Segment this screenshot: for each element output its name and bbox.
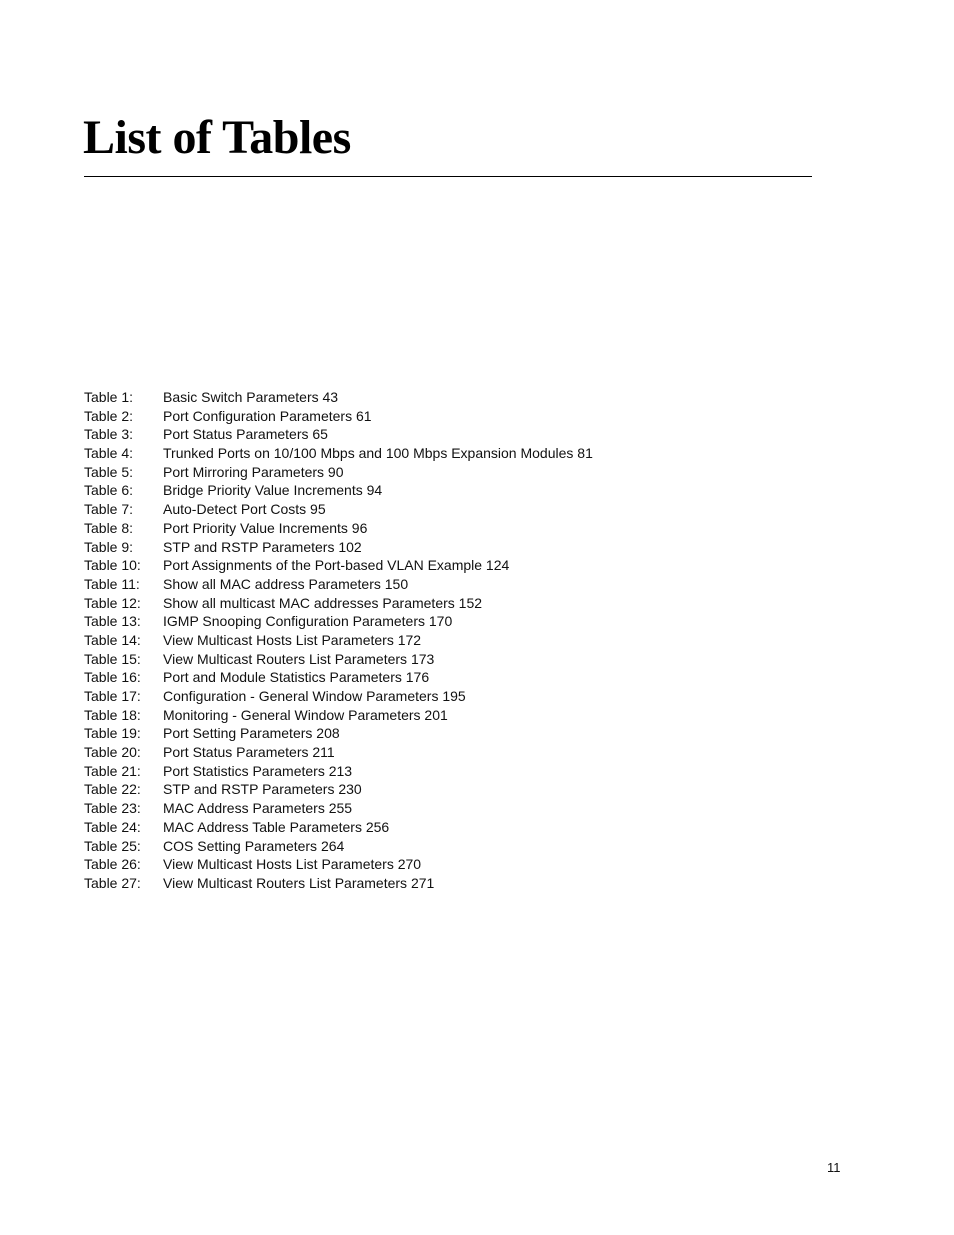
toc-entry-label: Table 27: [84,874,141,891]
toc-entry-label: Table 8: [84,519,134,536]
toc-entry-label: Table 25: [84,837,141,854]
toc-entry-title[interactable]: Port and Module Statistics Parameters 176 [163,669,430,686]
toc-entry-label: Table 21: [84,762,141,779]
toc-entry-label: Table 1: [84,389,134,405]
toc-entry[interactable] [84,388,593,407]
toc-entry-title[interactable]: View Multicast Hosts List Parameters 172 [163,631,422,648]
toc-entry[interactable] [84,650,593,669]
toc-entry[interactable] [84,799,593,818]
toc-entry-title[interactable]: View Multicast Routers List Parameters 271 [163,874,435,891]
toc-entry[interactable] [84,463,593,482]
toc-entry[interactable] [84,762,593,781]
toc-entry-label: Table 22: [84,781,141,798]
page-title: List of Tables [83,111,351,164]
toc-entry-title[interactable]: MAC Address Table Parameters 256 [163,818,390,835]
toc-entry-label: Table 24: [84,818,141,835]
toc-entry-label: Table 20: [84,744,141,761]
toc-entry-title[interactable]: Port Status Parameters 65 [163,426,328,443]
toc-entry-title[interactable]: View Multicast Routers List Parameters 173 [163,650,435,667]
toc-entry-label: Table 17: [84,688,141,704]
toc-entry-title[interactable]: Trunked Ports on 10/100 Mbps and 100 Mbps Expansion Modules 81 [163,445,593,462]
toc-entry[interactable] [84,481,593,500]
toc-entry-title[interactable]: Configuration - General Window Parameters 195 [163,688,466,704]
toc-entry-title[interactable]: MAC Address Parameters 255 [163,800,353,817]
toc-entry-label: Table 13: [84,613,141,630]
toc-entry[interactable] [84,425,593,444]
toc-entry[interactable] [84,519,593,538]
toc-entry-title[interactable]: STP and RSTP Parameters 102 [163,538,362,555]
toc-entry-title[interactable]: Bridge Priority Value Increments 94 [163,482,383,499]
toc-entry-label: Table 2: [84,407,134,424]
toc-entry-title[interactable]: Port Statistics Parameters 213 [163,762,353,779]
toc-entry-title[interactable]: Port Status Parameters 211 [163,744,335,761]
toc-entry[interactable] [84,556,593,575]
toc-entry[interactable] [84,780,593,799]
toc-entry-label: Table 23: [84,800,141,817]
toc-entry-title[interactable]: Port Priority Value Increments 96 [163,519,368,536]
toc-entry-label: Table 16: [84,669,141,686]
toc-entry[interactable] [84,612,593,631]
toc-entry-label: Table 19: [84,725,141,742]
toc-entry-label: Table 5: [84,463,134,480]
toc-entry[interactable] [84,631,593,650]
toc-entry-label: Table 6: [84,482,134,499]
toc-entry-label: Table 12: [84,594,141,611]
toc-entry[interactable] [84,724,593,743]
toc-entry-title[interactable]: STP and RSTP Parameters 230 [163,781,362,798]
toc-entry[interactable] [84,837,593,856]
toc-entry-label: Table 11: [84,575,140,592]
toc-entry[interactable] [84,500,593,519]
toc-entry-title[interactable]: Show all MAC address Parameters 150 [163,575,409,592]
toc-entry-title[interactable]: COS Setting Parameters 264 [163,837,345,854]
title-divider [84,176,812,177]
toc-entry-label: Table 4: [84,445,134,462]
toc-entry-title[interactable]: Show all multicast MAC addresses Parameters 152 [163,594,483,611]
toc-entry[interactable] [84,743,593,762]
toc-entry-title[interactable]: Port Mirroring Parameters 90 [163,463,344,480]
toc-entry-title[interactable]: View Multicast Hosts List Parameters 270 [163,856,422,873]
toc-entry[interactable] [84,818,593,837]
toc-entry-label: Table 10: [84,557,141,574]
toc-entry[interactable] [84,874,593,893]
toc-entry[interactable] [84,668,593,687]
toc-entry-title[interactable]: Basic Switch Parameters 43 [163,389,339,405]
toc-entry[interactable] [84,687,593,706]
toc-entry-title[interactable]: Auto-Detect Port Costs 95 [163,501,326,518]
toc-entry[interactable] [84,538,593,557]
toc-entry[interactable] [84,855,593,874]
toc-entry[interactable] [84,407,593,426]
toc-entry-label: Table 7: [84,501,134,518]
toc-entry[interactable] [84,575,593,594]
list-of-tables [84,388,593,893]
toc-entry[interactable] [84,444,593,463]
toc-entry-title[interactable]: Port Assignments of the Port-based VLAN Example 124 [163,557,510,574]
toc-entry-label: Table 9: [84,538,134,555]
toc-entry-title[interactable]: Port Setting Parameters 208 [163,725,340,742]
toc-entry-label: Table 3: [84,426,134,443]
toc-entry-title[interactable]: Monitoring - General Window Parameters 201 [163,706,448,723]
toc-entry-label: Table 14: [84,631,141,648]
toc-entry[interactable] [84,594,593,613]
toc-entry-title[interactable]: Port Configuration Parameters 61 [163,407,372,424]
toc-entry[interactable] [84,706,593,725]
toc-entry-title[interactable]: IGMP Snooping Configuration Parameters 170 [163,613,453,630]
toc-entry-label: Table 15: [84,650,141,667]
toc-entry-label: Table 18: [84,706,141,723]
toc-entry-label: Table 26: [84,856,141,873]
page-number: 11 [827,1160,841,1175]
